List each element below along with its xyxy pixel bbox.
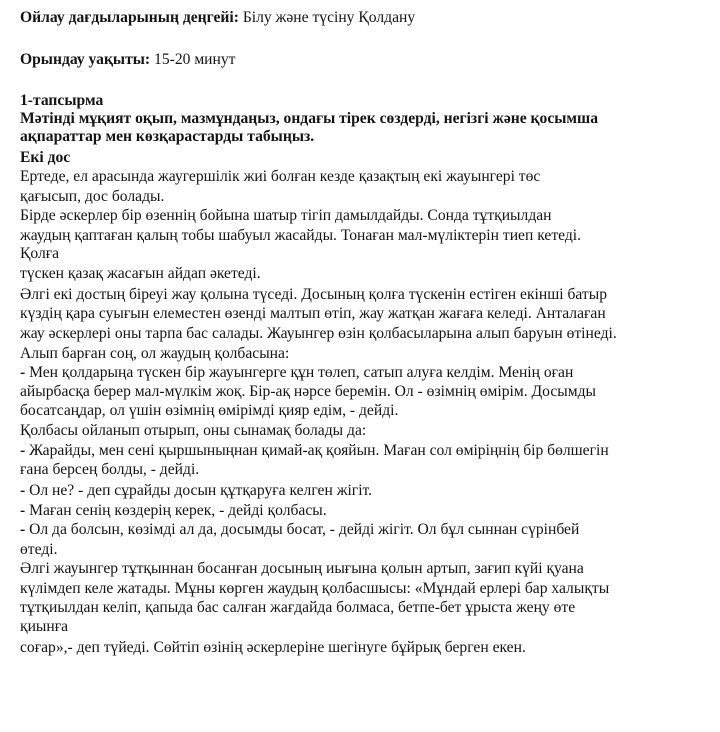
story-line xyxy=(20,521,579,539)
duration-value: 15-20 минут xyxy=(150,51,236,68)
story-line-text: түскен қазақ жасағын айдап әкетеді. xyxy=(20,265,261,282)
story-line xyxy=(20,560,584,578)
story-line-text: күлімдеп келе жатады. Мұны көрген жаудың қолбасшысы: «Мұндай ерлері бар халықты xyxy=(20,580,610,597)
task-instruction-line: Мәтінді мұқият оқып, мазмұндаңыз, ондағы тірек сөздерді, негізгі және қосымша xyxy=(20,110,599,127)
dialogue-dash: - xyxy=(20,502,30,519)
story-line xyxy=(20,461,199,479)
duration-label: Орындау уақыты: xyxy=(20,51,151,68)
story-line-text: Бірде әскерлер бір өзеннің бойына шатыр тігіп дамылдайды. Сонда тұтқиылдан xyxy=(20,207,552,224)
story-line xyxy=(20,325,617,343)
story-line xyxy=(20,422,366,440)
story-line xyxy=(20,245,59,263)
story-line-text: Ол не? - деп сұрайды досын құтқаруға келген жігіт. xyxy=(29,482,373,499)
thinking-level-label: Ойлау дағдыларының деңгейі: xyxy=(20,9,239,26)
dialogue-dash: - xyxy=(20,442,30,459)
story-line-text: Маған сенің көздерің керек, - дейді қолбасы. xyxy=(29,502,327,519)
story-line-text: жау әскерлері оны тарпа бас салады. Жауынгер өзін қолбасыларына алып баруын өтінеді. xyxy=(20,325,617,342)
story-line-text: соғар»,- деп түйеді. Сөйтіп өзінің әскерлеріне шегінуге бұйрық берген екен. xyxy=(20,639,526,656)
story-line xyxy=(20,305,606,323)
story-line xyxy=(20,618,68,636)
story-line xyxy=(20,482,372,500)
story-line xyxy=(20,541,58,559)
dialogue-dash: - xyxy=(20,482,30,499)
story-line-text: жаудың қаптаған қалың тобы шабуыл жасайды. Тонаған мал-мүліктерін тиеп кетеді. xyxy=(20,227,582,244)
story-line xyxy=(20,442,609,460)
story-line-text: айырбасқа берер мал-мүлкім жоқ. Бір-ақ нәрсе беремін. Ол - өзімнің өмірім. Досымды xyxy=(20,383,597,400)
story-line-text: босатсаңдар, ол үшін өзімнің өмірімді қияр едім, - дейді. xyxy=(20,402,399,419)
story-line-text: Жарайды, мен сені қыршыныңнан қимай-ақ қояйын. Маған сол өміріңнің бір бөлшегін xyxy=(29,442,609,459)
story-line-text: қағысып, дос болады. xyxy=(20,188,165,205)
story-line-text: ғана берсең болды, - дейді. xyxy=(20,461,200,478)
story-line-text: Ертеде, ел арасында жаугершілік жиі болған кезде қазақтың екі жауынгері төс xyxy=(20,168,541,185)
story-line xyxy=(20,364,573,382)
thinking-level-value: Білу және түсіну Қолдану xyxy=(238,9,416,26)
story-line xyxy=(20,580,609,598)
story-line-text: тұтқиылдан келіп, қапыда бас салған жағдайда болмаса, бетпе-бет ұрыста жеңу өте xyxy=(20,599,576,616)
story-line xyxy=(20,383,596,401)
story-line xyxy=(20,345,289,363)
duration-line xyxy=(20,51,236,69)
story-line-text: қиынға xyxy=(20,618,69,635)
story-line xyxy=(20,286,607,304)
story-line-text: Алып барған соң, ол жаудың қолбасына: xyxy=(20,345,290,362)
story-line-text: Ол да болсын, көзімді ал да, досымды босат, - дейді жігіт. Ол бұл сыннан сүрінбей xyxy=(29,521,580,538)
story-line xyxy=(20,227,581,245)
task-instruction-line: ақпараттар мен көзқарастарды табыңыз. xyxy=(20,128,315,145)
story-line xyxy=(20,168,540,186)
dialogue-dash: - xyxy=(20,521,30,538)
story-line-text: өтеді. xyxy=(20,541,58,558)
story-line-text: Әлгі екі достың біреуі жау қолына түседі. Досының қолға түскенін естіген екінші батыр xyxy=(20,286,607,303)
story-line xyxy=(20,639,526,657)
story-title: Екі дос xyxy=(20,149,71,166)
task-number: 1-тапсырма xyxy=(20,92,104,109)
story-line-text: Әлгі жауынгер тұтқыннан босанған досының иығына қолын артып, зағип күйі қуана xyxy=(20,560,584,577)
story-line xyxy=(20,402,398,420)
story-line-text: Мен қолдарыңа түскен бір жауынгерге құн төлеп, сатып алуға келдім. Менің оған xyxy=(29,364,574,381)
story-line xyxy=(20,207,552,225)
story-line xyxy=(20,502,327,520)
story-line-text: Қолға xyxy=(20,245,60,262)
story-line-text: күздің қара суығын елеместен өзенді малтып өтіп, жау жатқан жағаға келеді. Анталаған xyxy=(20,305,606,322)
story-line-text: Қолбасы ойланып отырып, оны сынамақ болады да: xyxy=(20,422,367,439)
story-line xyxy=(20,265,261,283)
story-line xyxy=(20,599,575,617)
thinking-level-line xyxy=(20,9,415,27)
story-line xyxy=(20,188,164,206)
dialogue-dash: - xyxy=(20,364,30,381)
